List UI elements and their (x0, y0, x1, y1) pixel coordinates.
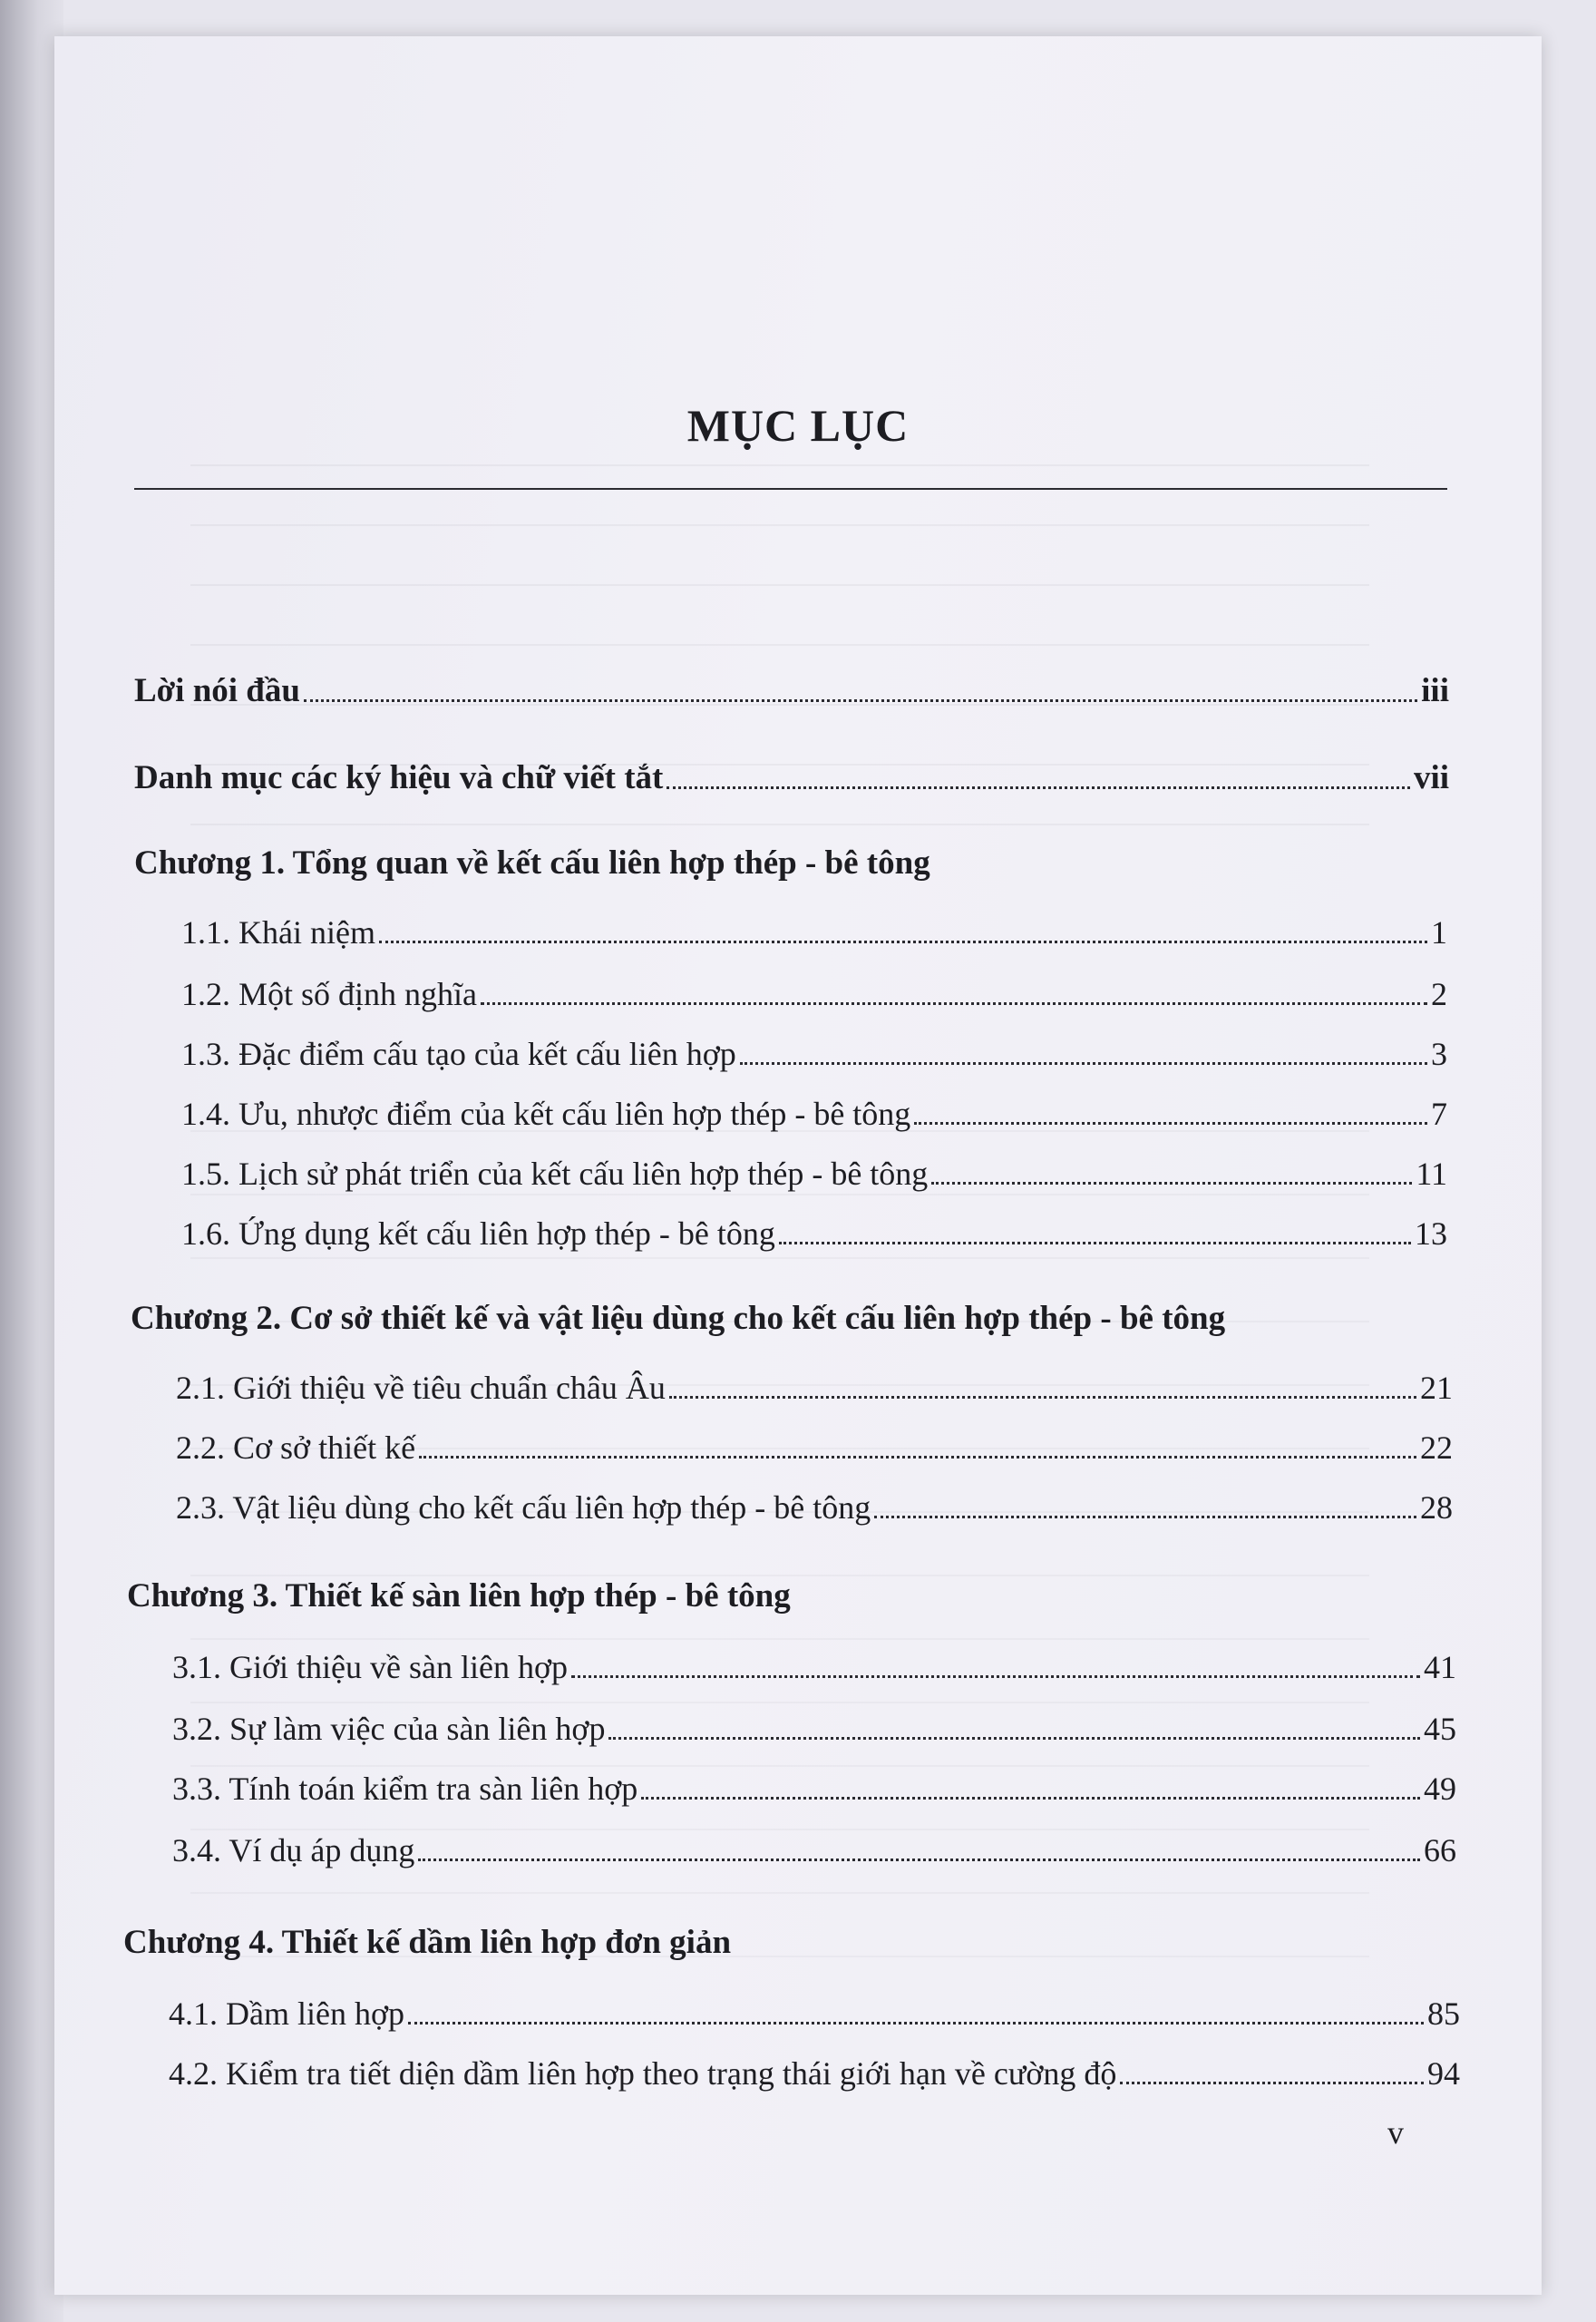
dot-leader (669, 1396, 1416, 1399)
toc-section-label: 2.1. Giới thiệu về tiêu chuẩn châu Âu (176, 1370, 666, 1406)
toc-section-label: 4.2. Kiểm tra tiết diện dầm liên hợp theo trạng thái giới hạn về cường độ (169, 2055, 1117, 2092)
toc-entry-preface[interactable] (134, 671, 1449, 711)
toc-section-label: 3.4. Ví dụ áp dụng (172, 1832, 415, 1868)
toc-section-1-2[interactable] (181, 974, 1447, 1014)
book-page (54, 36, 1542, 2295)
toc-entry-label: Lời nói đầu (134, 672, 300, 709)
dot-leader (1120, 2082, 1424, 2084)
dot-leader (914, 1122, 1427, 1125)
toc-section-page: 11 (1416, 1156, 1447, 1192)
dot-leader (481, 1002, 1427, 1005)
dot-leader (571, 1675, 1420, 1678)
toc-section-3-3[interactable] (172, 1769, 1456, 1809)
chapter-heading-1[interactable]: Chương 1. Tổng quan về kết cấu liên hợp thép - bê tông (134, 844, 930, 882)
toc-section-label: 1.6. Ứng dụng kết cấu liên hợp thép - bê tông (181, 1215, 775, 1252)
dot-leader (408, 2022, 1424, 2024)
dot-leader (379, 941, 1427, 943)
toc-section-label: 1.5. Lịch sử phát triển của kết cấu liên hợp thép - bê tông (181, 1156, 929, 1192)
toc-entry-page: iii (1421, 672, 1449, 709)
toc-section-page: 21 (1420, 1370, 1453, 1406)
toc-section-3-4[interactable] (172, 1830, 1456, 1870)
page-title: MỤC LỤC (686, 400, 910, 451)
toc-section-1-6[interactable] (181, 1214, 1447, 1254)
toc-section-4-2[interactable] (169, 2054, 1460, 2093)
dot-leader (740, 1062, 1427, 1065)
toc-section-page: 22 (1420, 1429, 1453, 1466)
toc-section-page: 45 (1424, 1711, 1456, 1747)
toc-section-page: 1 (1431, 914, 1447, 951)
toc-section-2-3[interactable] (176, 1488, 1453, 1527)
title-rule (134, 488, 1447, 490)
toc-section-label: 4.1. Dầm liên hợp (169, 1995, 404, 2032)
dot-leader (419, 1456, 1416, 1459)
dot-leader (608, 1737, 1420, 1740)
toc-entry-label: Danh mục các ký hiệu và chữ viết tắt (134, 759, 664, 796)
toc-section-page: 49 (1424, 1771, 1456, 1807)
toc-section-page: 66 (1424, 1832, 1456, 1868)
dot-leader (779, 1242, 1411, 1244)
chapter-heading-4[interactable]: Chương 4. Thiết kế dầm liên hợp đơn giản (123, 1924, 732, 1961)
toc-section-label: 3.3. Tính toán kiểm tra sàn liên hợp (172, 1771, 638, 1807)
toc-section-label: 1.2. Một số định nghĩa (181, 976, 478, 1012)
toc-entry-page: vii (1413, 759, 1449, 796)
toc-section-1-4[interactable] (181, 1094, 1447, 1134)
toc-section-label: 3.1. Giới thiệu về sàn liên hợp (172, 1649, 569, 1685)
toc-section-page: 85 (1427, 1995, 1460, 2032)
toc-section-page: 28 (1420, 1489, 1453, 1526)
toc-section-label: 2.2. Cơ sở thiết kế (176, 1429, 416, 1466)
toc-section-1-5[interactable] (181, 1154, 1447, 1194)
toc-section-page: 2 (1431, 976, 1447, 1012)
dot-leader (931, 1182, 1412, 1185)
chapter-heading-2[interactable]: Chương 2. Cơ sở thiết kế và vật liệu dùng cho kết cấu liên hợp thép - bê tông (131, 1300, 1226, 1337)
toc-section-label: 1.4. Ưu, nhược điểm của kết cấu liên hợp thép - bê tông (181, 1096, 911, 1132)
toc-section-label: 3.2. Sự làm việc của sàn liên hợp (172, 1711, 606, 1747)
toc-section-3-2[interactable] (172, 1709, 1456, 1749)
toc-section-label: 1.3. Đặc điểm cấu tạo của kết cấu liên hợp (181, 1036, 736, 1072)
dot-leader (667, 786, 1410, 789)
toc-section-label: 2.3. Vật liệu dùng cho kết cấu liên hợp thép - bê tông (176, 1489, 871, 1526)
toc-section-label: 1.1. Khái niệm (181, 914, 375, 951)
toc-section-page: 7 (1431, 1096, 1447, 1132)
toc-entry-abbreviations[interactable] (134, 758, 1449, 798)
toc-section-2-1[interactable] (176, 1368, 1453, 1408)
dot-leader (874, 1516, 1416, 1518)
toc-section-4-1[interactable] (169, 1994, 1460, 2034)
dot-leader (304, 699, 1417, 702)
toc-section-page: 94 (1427, 2055, 1460, 2092)
toc-section-page: 41 (1424, 1649, 1456, 1685)
toc-section-3-1[interactable] (172, 1647, 1456, 1687)
toc-section-1-1[interactable] (181, 912, 1447, 952)
page-number: v (1387, 2114, 1404, 2151)
dot-leader (418, 1859, 1420, 1861)
toc-section-page: 3 (1431, 1036, 1447, 1072)
toc-section-page: 13 (1415, 1215, 1447, 1252)
dot-leader (641, 1797, 1420, 1800)
toc-section-2-2[interactable] (176, 1428, 1453, 1468)
chapter-heading-3[interactable]: Chương 3. Thiết kế sàn liên hợp thép - bê tông (127, 1577, 791, 1615)
toc-section-1-3[interactable] (181, 1034, 1447, 1074)
